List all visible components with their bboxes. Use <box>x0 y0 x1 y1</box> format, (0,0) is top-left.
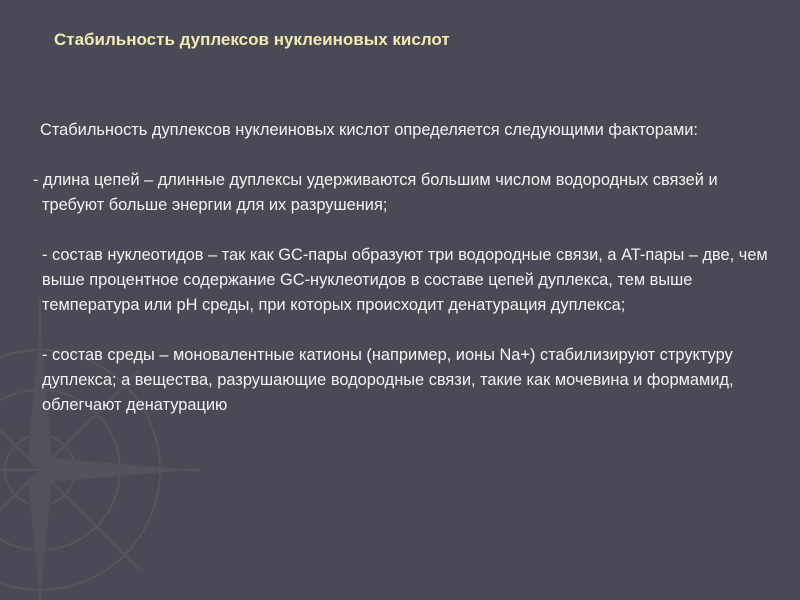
intro-paragraph: Стабильность дуплексов нуклеиновых кислот определяется следующими факторами: <box>40 121 698 139</box>
bullet-chain-length: - длина цепей – длинные дуплексы удерживаются большим числом водородных связей и требуют больше энергии для их разрушения; <box>33 171 718 214</box>
slide-body <box>33 118 773 443</box>
bullet-nucleotide-composition: - состав нуклеотидов – так как GC-пары образуют три водородные связи, а AT-пары – две, чем выше процентное содержание GC-нуклеотидов в составе цепей дуплекса, тем выше температура или pH среды, при которых происходит денатурация дуплекса; <box>42 246 768 314</box>
bullet-medium-composition: - состав среды – моновалентные катионы (например, ионы Na+) стабилизируют структуру дуплекса; а вещества, разрушающие водородные связи, такие как мочевина и формамид, облегчают денатурацию <box>42 346 734 414</box>
slide-title: Стабильность дуплексов нуклеиновых кислот <box>54 30 450 49</box>
